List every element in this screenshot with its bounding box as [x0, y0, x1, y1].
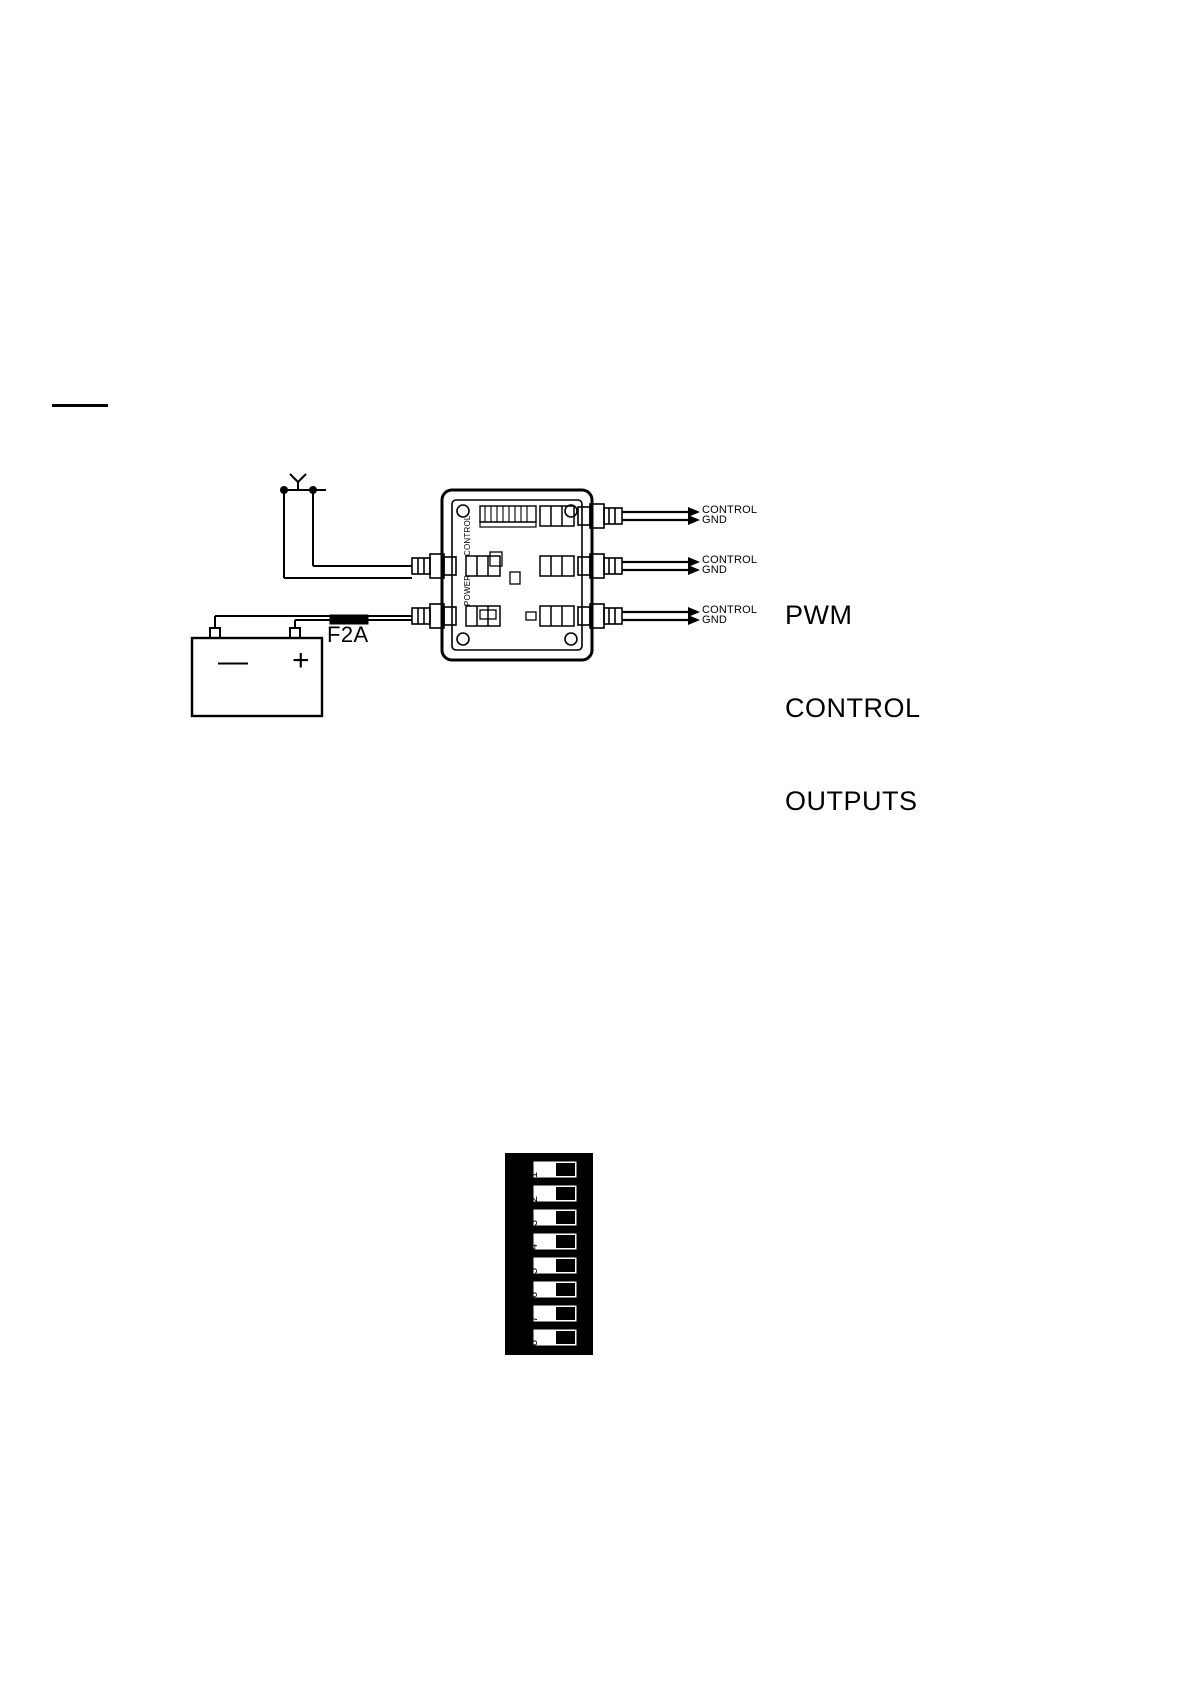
horizontal-rule	[52, 404, 108, 407]
pwm-title-line-3: OUTPUTS	[785, 786, 918, 816]
output-2-gnd-label: GND	[702, 564, 728, 576]
dip-position-2: 2	[528, 1195, 540, 1202]
output-3-control-label: CONTROL	[702, 604, 758, 616]
output-1-control-label: CONTROL	[702, 504, 758, 516]
dip-position-4: 4	[528, 1243, 540, 1250]
dip-position-3: 3	[528, 1219, 540, 1226]
fuse-label: F2A	[327, 622, 369, 647]
pwm-title-line-1: PWM	[785, 600, 853, 630]
pwm-control-outputs-title	[785, 538, 921, 879]
dip-position-6: 6	[528, 1291, 540, 1298]
dip-position-7: 7	[528, 1315, 540, 1322]
wiring-diagram	[180, 460, 970, 816]
output-3-gnd-label: GND	[702, 614, 728, 626]
dip-position-5: 5	[528, 1267, 540, 1274]
dip-position-1: 1	[528, 1171, 540, 1178]
control-input-label: CONTROL	[463, 515, 472, 556]
pwm-title-line-2: CONTROL	[785, 693, 921, 723]
dip-switch-svg	[504, 1152, 608, 1356]
dip-switch-diagram	[504, 1152, 608, 1356]
battery-negative-symbol: —	[218, 645, 248, 678]
battery-positive-symbol: +	[292, 644, 310, 677]
output-2-control-label: CONTROL	[702, 554, 758, 566]
output-1-gnd-label: GND	[702, 514, 728, 526]
dip-on-label: ON	[582, 1163, 596, 1182]
power-input-label: POWER	[463, 574, 472, 606]
dip-position-8: 8	[528, 1339, 540, 1346]
